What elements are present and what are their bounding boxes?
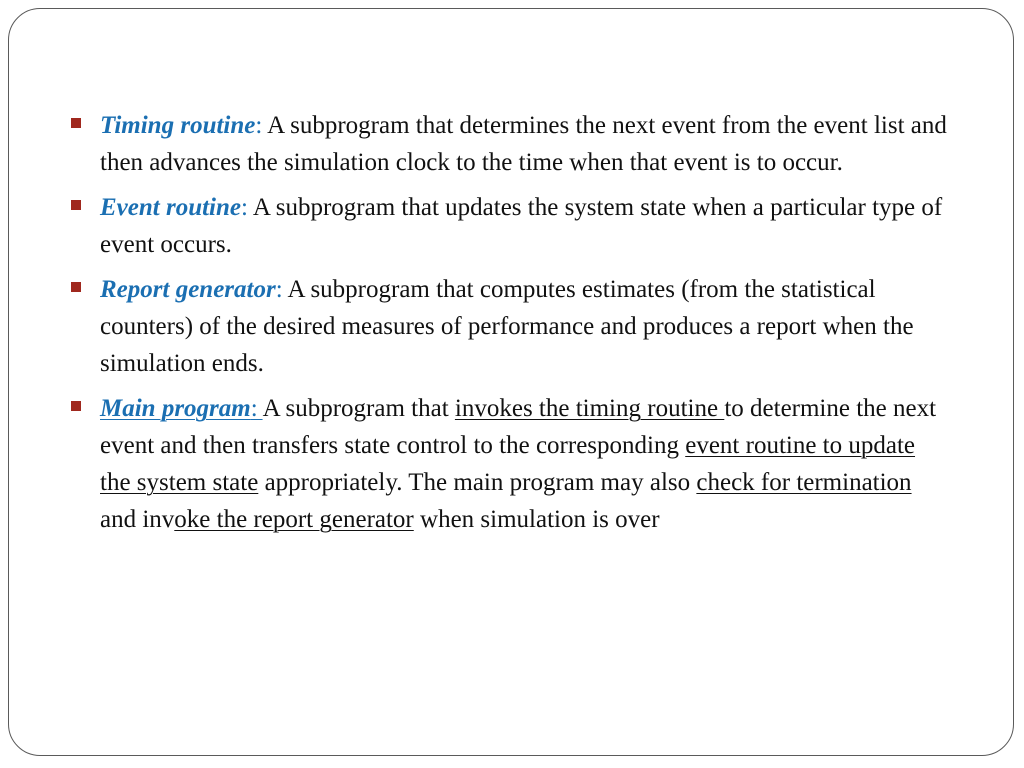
square-bullet-icon	[71, 282, 81, 292]
square-bullet-icon	[71, 200, 81, 210]
bullet-list	[71, 107, 951, 546]
underlined-phrase: event routine to update the system state	[100, 432, 916, 496]
definition-text: A subprogram that updates the system state when a particular type of event occurs.	[100, 194, 943, 258]
underlined-phrase: oke the report generator	[174, 506, 414, 533]
underlined-phrase: invokes the timing routine	[454, 395, 725, 422]
underlined-phrase: check for termination	[696, 469, 912, 496]
square-bullet-icon	[71, 118, 81, 128]
term-event-routine: Event routine	[100, 194, 241, 221]
bullet-timing-routine	[71, 107, 951, 181]
definition-text: appropriately. The main program may also	[258, 469, 697, 496]
term-timing-routine: Timing routine	[100, 112, 256, 139]
definition-text: to determine the next event and then transfers state control to the corresponding	[100, 395, 937, 459]
definition-text: A subprogram that computes estimates (from the statistical counters) of the desired measures of performance and produces a report when the simulation ends.	[100, 276, 914, 377]
term-colon: :	[241, 194, 248, 221]
slide-frame	[8, 8, 1014, 756]
bullet-main-program	[71, 390, 951, 538]
definition-text: and inv	[100, 506, 175, 533]
term-report-generator: Report generator	[100, 276, 276, 303]
definition-text: A subprogram that	[262, 395, 455, 422]
term-colon: :	[255, 112, 263, 139]
bullet-report-generator	[71, 271, 951, 382]
term-colon: :	[275, 276, 283, 303]
definition-text: A subprogram that determines the next event from the event list and then advances the simulation clock to the time when that event is to occur.	[100, 112, 947, 176]
definition-text: when simulation is over	[413, 506, 660, 533]
bullet-event-routine	[71, 189, 951, 263]
term-colon: :	[250, 395, 263, 422]
term-main-program: Main program	[100, 395, 251, 422]
square-bullet-icon	[71, 401, 81, 411]
